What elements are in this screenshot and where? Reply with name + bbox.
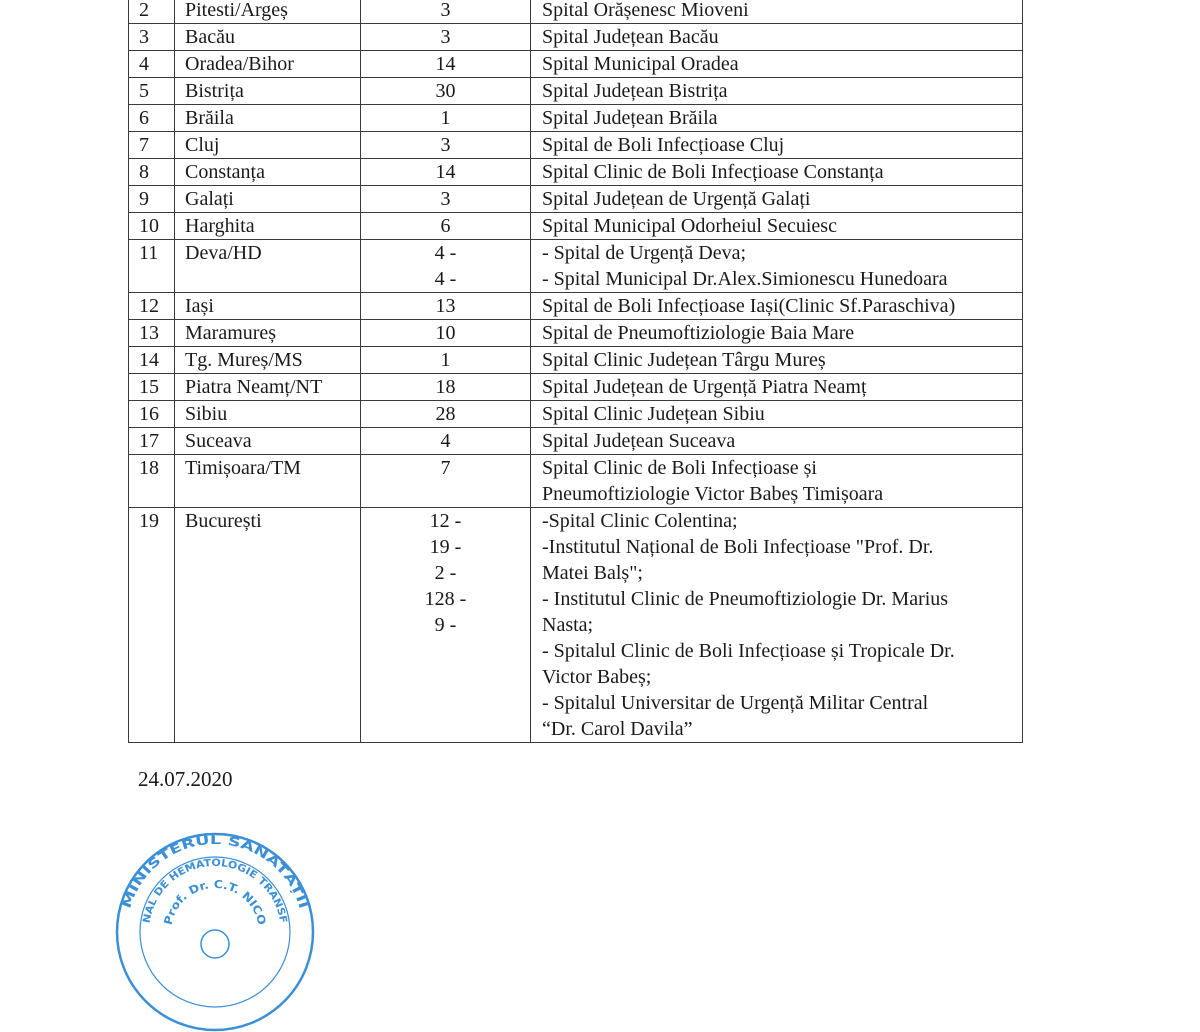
row-number: 11 xyxy=(129,240,175,293)
stamp-text-inner: Prof. Dr. C.T. NICO xyxy=(161,877,269,927)
row-number: 13 xyxy=(129,320,175,347)
count-value: 3 xyxy=(440,134,451,156)
hospital-name: Spital Județean Bistrița xyxy=(542,80,728,102)
row-number: 19 xyxy=(129,508,175,743)
row-hospital xyxy=(531,428,1023,455)
table-row xyxy=(129,293,1023,320)
hospital-name: Spital Județean de Urgență Galați xyxy=(542,188,811,210)
row-number: 3 xyxy=(129,24,175,51)
count-value: 3 xyxy=(440,188,451,210)
row-hospital xyxy=(531,24,1023,51)
row-count xyxy=(361,213,531,240)
hospital-name: Pneumoftiziologie Victor Babeș Timișoara xyxy=(542,483,884,505)
table-row xyxy=(129,455,1023,508)
row-number: 10 xyxy=(129,213,175,240)
table-row xyxy=(129,132,1023,159)
hospital-table xyxy=(128,0,1023,743)
row-count xyxy=(361,186,531,213)
row-count xyxy=(361,347,531,374)
table-row xyxy=(129,240,1023,293)
hospital-name: Spital Clinic de Boli Infecțioase Constanța xyxy=(542,161,884,183)
row-city: Galați xyxy=(175,186,361,213)
hospital-name: Nasta; xyxy=(542,614,594,636)
row-count xyxy=(361,0,531,24)
row-city: Oradea/Bihor xyxy=(175,51,361,78)
hospital-name: -Institutul Național de Boli Infecțioase "Prof. Dr. xyxy=(542,536,934,558)
row-hospital xyxy=(531,132,1023,159)
hospital-name: Spital Municipal Oradea xyxy=(542,53,739,75)
row-city: Tg. Mureș/MS xyxy=(175,347,361,374)
hospital-name: Spital Județean Suceava xyxy=(542,430,736,452)
row-count xyxy=(361,51,531,78)
row-city: Maramureș xyxy=(175,320,361,347)
count-value: 7 xyxy=(440,457,451,479)
row-count xyxy=(361,401,531,428)
count-value: 19 - xyxy=(429,536,462,558)
row-hospital xyxy=(531,455,1023,508)
row-city: Brăila xyxy=(175,105,361,132)
count-value: 2 - xyxy=(434,562,457,584)
hospital-name: -Spital Clinic Colentina; xyxy=(542,510,738,532)
row-number: 7 xyxy=(129,132,175,159)
row-hospital xyxy=(531,508,1023,743)
table-row xyxy=(129,159,1023,186)
row-count xyxy=(361,132,531,159)
row-city: Bistrița xyxy=(175,78,361,105)
row-city: Harghita xyxy=(175,213,361,240)
count-value: 14 xyxy=(435,53,456,75)
hospital-name: Spital Județean Brăila xyxy=(542,107,718,129)
row-number: 15 xyxy=(129,374,175,401)
count-value: 3 xyxy=(440,26,451,48)
count-value: 1 xyxy=(440,349,451,371)
row-count xyxy=(361,159,531,186)
count-value: 12 - xyxy=(429,510,462,532)
hospital-name: Spital Clinic Județean Târgu Mureș xyxy=(542,349,826,371)
row-hospital xyxy=(531,374,1023,401)
row-number: 17 xyxy=(129,428,175,455)
count-value: 14 xyxy=(435,161,456,183)
table-row xyxy=(129,213,1023,240)
count-value: 18 xyxy=(435,376,456,398)
row-count xyxy=(361,320,531,347)
hospital-name: Spital Județean Bacău xyxy=(542,26,719,48)
count-value: 28 xyxy=(435,403,456,425)
row-hospital xyxy=(531,105,1023,132)
count-value: 4 - xyxy=(434,268,457,290)
table-row xyxy=(129,78,1023,105)
row-number: 14 xyxy=(129,347,175,374)
row-count xyxy=(361,105,531,132)
row-city: Constanța xyxy=(175,159,361,186)
table-row xyxy=(129,24,1023,51)
hospital-name: Spital Județean de Urgență Piatra Neamț xyxy=(542,376,867,398)
hospital-name: “Dr. Carol Davila” xyxy=(542,718,693,740)
row-count xyxy=(361,508,531,743)
row-count xyxy=(361,428,531,455)
row-city: Pitesti/Argeș xyxy=(175,0,361,24)
hospital-name: Matei Balș"; xyxy=(542,562,643,584)
table-row xyxy=(129,347,1023,374)
row-hospital xyxy=(531,159,1023,186)
table-row xyxy=(129,51,1023,78)
row-number: 5 xyxy=(129,78,175,105)
count-value: 4 xyxy=(440,430,451,452)
row-city: Timișoara/TM xyxy=(175,455,361,508)
row-hospital xyxy=(531,51,1023,78)
hospital-name: - Spital Municipal Dr.Alex.Simionescu Hunedoara xyxy=(542,268,948,290)
row-number: 8 xyxy=(129,159,175,186)
count-value: 4 - xyxy=(434,242,457,264)
count-value: 30 xyxy=(435,80,456,102)
hospital-name: Spital Municipal Odorheiul Secuiesc xyxy=(542,215,837,237)
hospital-name: Spital de Boli Infecțioase Cluj xyxy=(542,134,785,156)
row-number: 16 xyxy=(129,401,175,428)
row-hospital xyxy=(531,401,1023,428)
stamp-emblem-icon xyxy=(201,930,229,958)
row-hospital xyxy=(531,240,1023,293)
hospital-name: - Spitalul Clinic de Boli Infecțioase și Tropicale Dr. xyxy=(542,640,955,662)
hospital-name: Spital de Pneumoftiziologie Baia Mare xyxy=(542,322,855,344)
count-value: 13 xyxy=(435,295,456,317)
row-hospital xyxy=(531,186,1023,213)
row-hospital xyxy=(531,320,1023,347)
count-value: 1 xyxy=(440,107,451,129)
row-city: Piatra Neamț/NT xyxy=(175,374,361,401)
table-row xyxy=(129,374,1023,401)
row-number: 4 xyxy=(129,51,175,78)
hospital-name: - Spitalul Universitar de Urgență Militar Central xyxy=(542,692,929,714)
row-count xyxy=(361,293,531,320)
hospital-name: Spital de Boli Infecțioase Iași(Clinic Sf.Paraschiva) xyxy=(542,295,956,317)
count-value: 10 xyxy=(435,322,456,344)
row-count xyxy=(361,240,531,293)
row-hospital xyxy=(531,213,1023,240)
row-hospital xyxy=(531,78,1023,105)
stamp-text-outer: MINISTERUL SĂNĂTĂȚII xyxy=(119,832,310,911)
table-body xyxy=(129,0,1023,743)
hospital-name: Spital Orășenesc Mioveni xyxy=(542,0,749,21)
row-hospital xyxy=(531,293,1023,320)
stamp-text-middle: NAL DE HEMATOLOGIE TRANSF xyxy=(141,857,289,925)
count-value: 3 xyxy=(440,0,451,21)
table-row xyxy=(129,428,1023,455)
table-row xyxy=(129,401,1023,428)
row-number: 6 xyxy=(129,105,175,132)
row-hospital xyxy=(531,0,1023,24)
row-count xyxy=(361,78,531,105)
hospital-name: - Spital de Urgență Deva; xyxy=(542,242,747,264)
row-count xyxy=(361,455,531,508)
row-city: Deva/HD xyxy=(175,240,361,293)
row-hospital xyxy=(531,347,1023,374)
row-number: 9 xyxy=(129,186,175,213)
count-value: 6 xyxy=(440,215,451,237)
table-row xyxy=(129,0,1023,24)
official-stamp xyxy=(115,832,315,1032)
table-row xyxy=(129,186,1023,213)
table-row xyxy=(129,508,1023,743)
row-city: Iași xyxy=(175,293,361,320)
table-row xyxy=(129,320,1023,347)
row-city: Bacău xyxy=(175,24,361,51)
table-row xyxy=(129,105,1023,132)
row-number: 18 xyxy=(129,455,175,508)
hospital-name: Spital Clinic Județean Sibiu xyxy=(542,403,765,425)
hospital-name: - Institutul Clinic de Pneumoftiziologie Dr. Marius xyxy=(542,588,949,610)
row-number: 12 xyxy=(129,293,175,320)
count-value: 128 - xyxy=(424,588,467,610)
document-date: 24.07.2020 xyxy=(138,767,233,791)
row-city: București xyxy=(175,508,361,743)
count-value: 9 - xyxy=(434,614,457,636)
row-count xyxy=(361,374,531,401)
hospital-name: Spital Clinic de Boli Infecțioase și xyxy=(542,457,817,479)
row-number: 2 xyxy=(129,0,175,24)
row-city: Sibiu xyxy=(175,401,361,428)
row-city: Cluj xyxy=(175,132,361,159)
row-city: Suceava xyxy=(175,428,361,455)
row-count xyxy=(361,24,531,51)
hospital-name: Victor Babeș; xyxy=(542,666,652,688)
